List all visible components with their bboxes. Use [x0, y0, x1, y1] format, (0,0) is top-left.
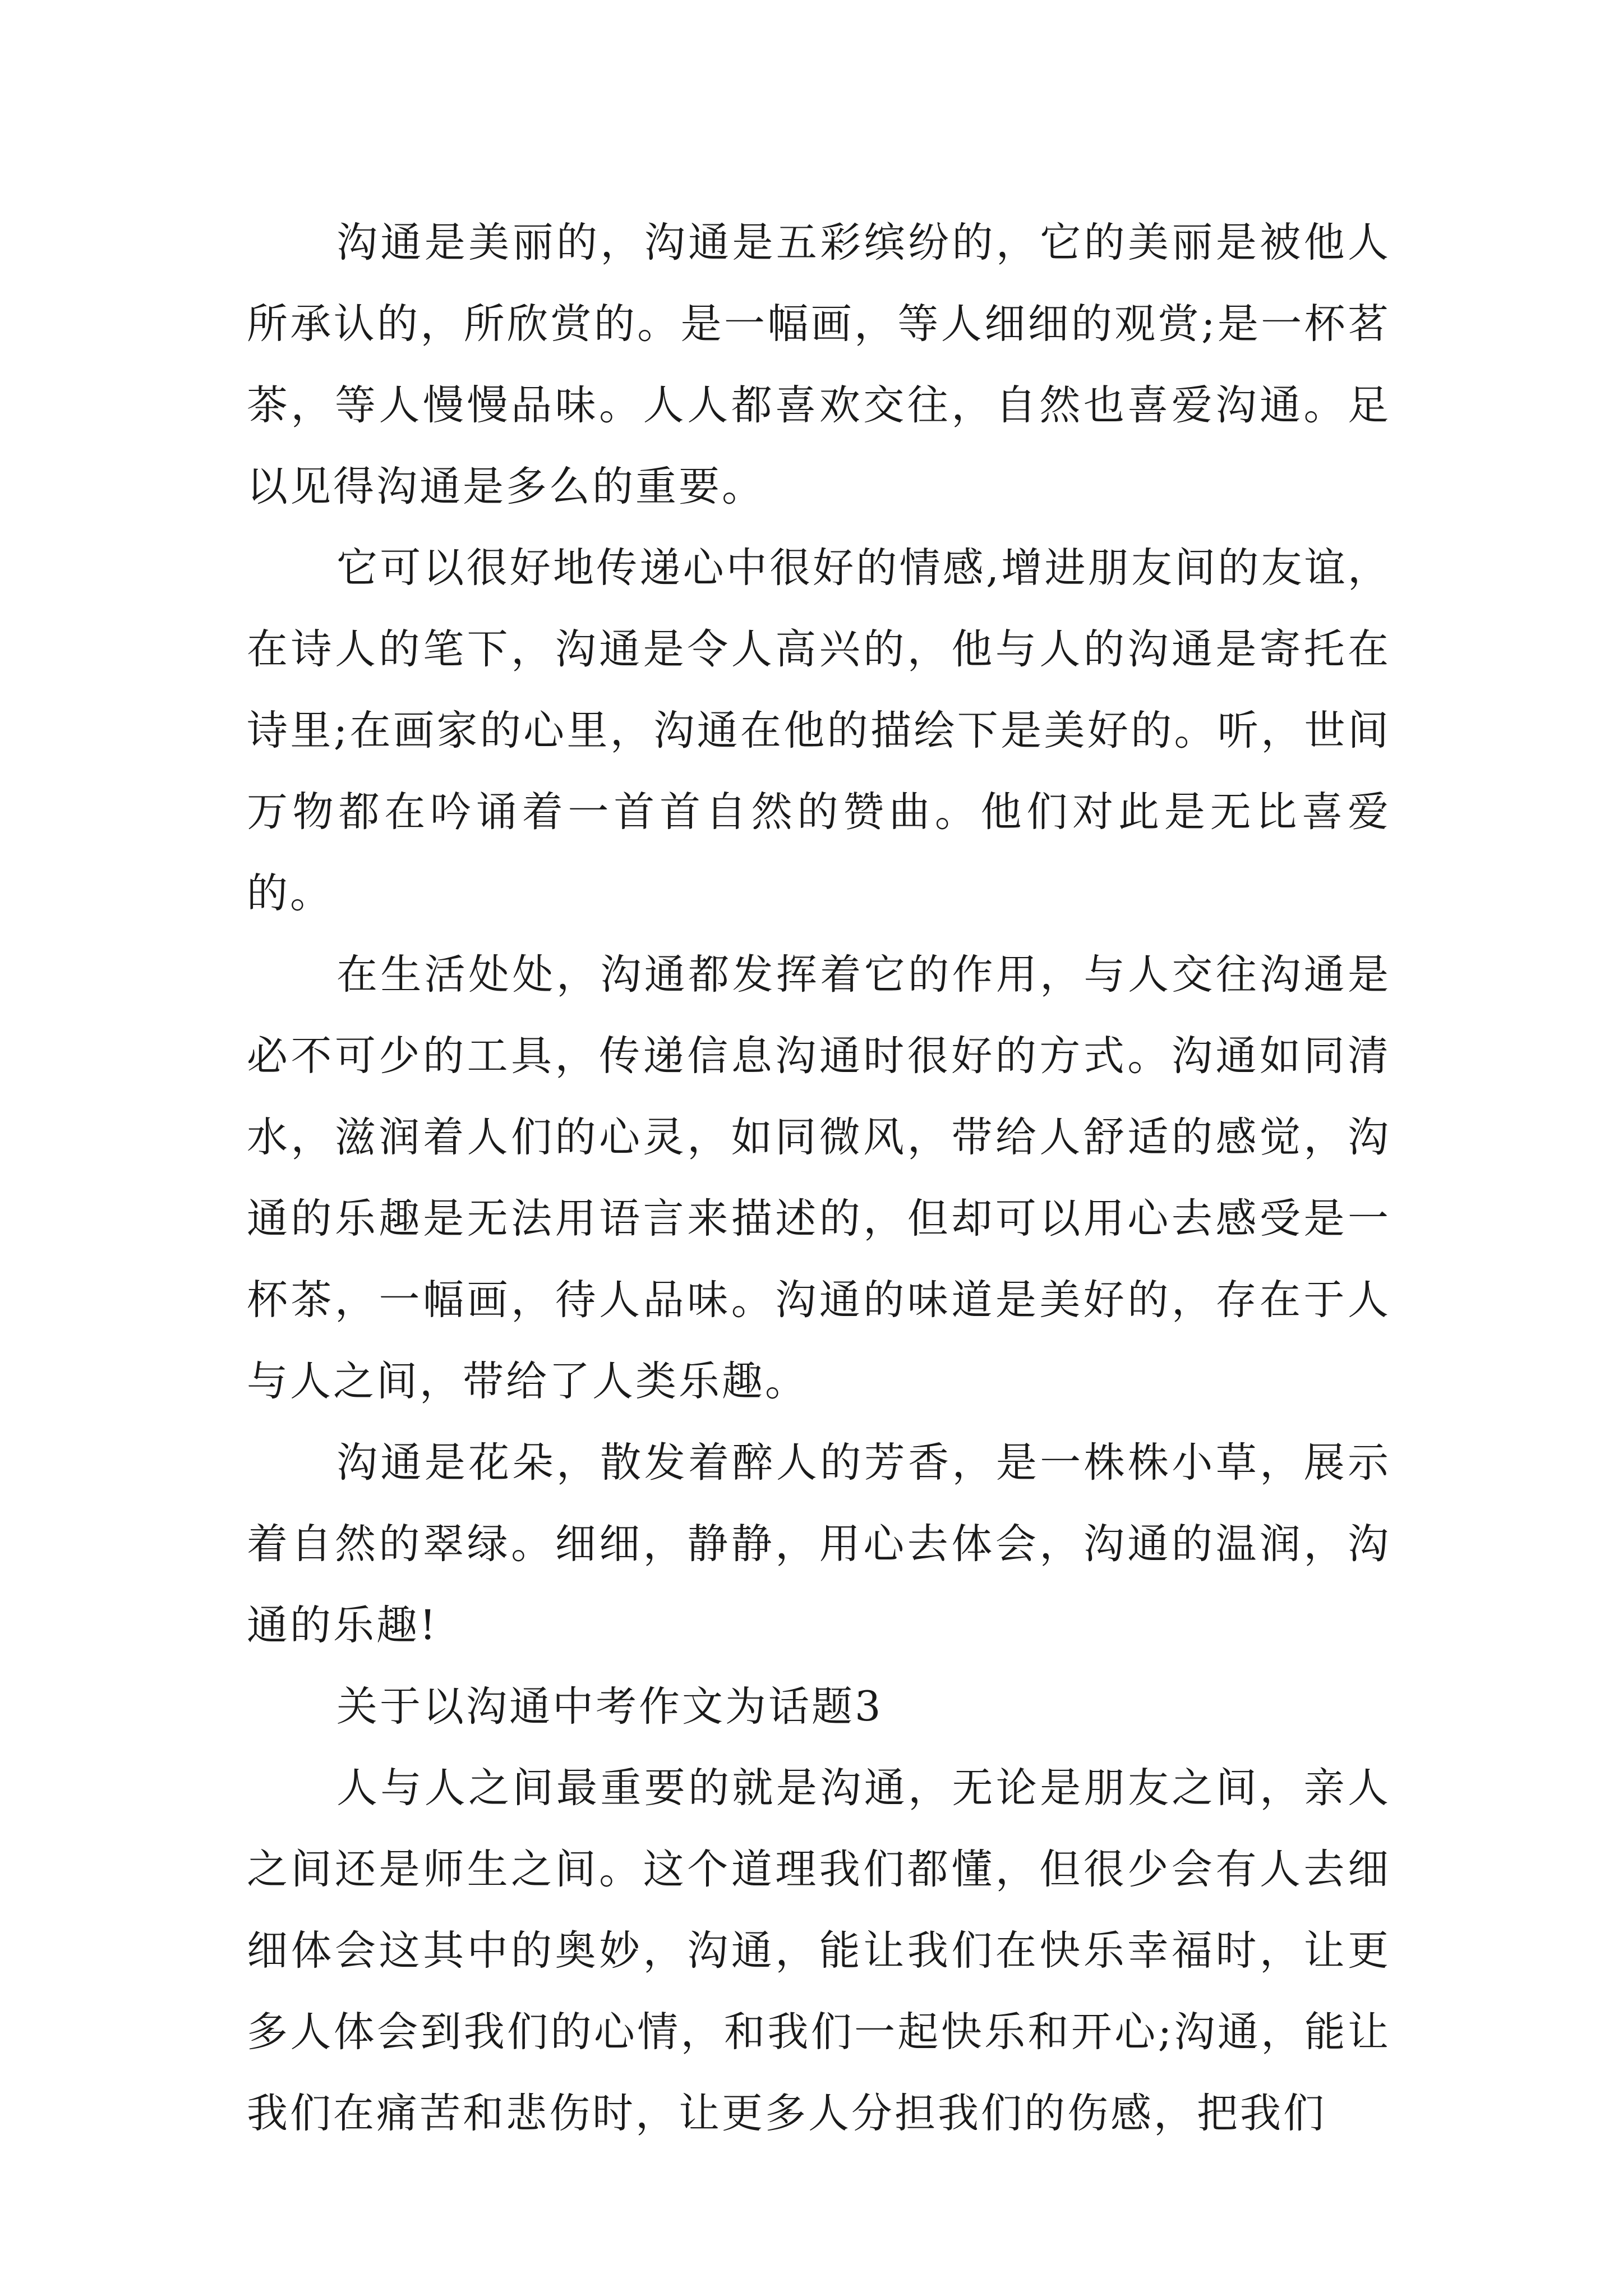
document-body [247, 202, 1391, 2154]
paragraph-5: 人与人之间最重要的就是沟通，无论是朋友之间，亲人之间还是师生之间。这个道理我们都懂，但很少会有人去细细体会这其中的奥妙，沟通，能让我们在快乐幸福时，让更多人体会到我们的心情，和我们一起快乐和开心;沟通，能让我们在痛苦和悲伤时，让更多人分担我们的伤感，把我们 [247, 1764, 1391, 2137]
paragraph-4: 沟通是花朵，散发着醉人的芳香，是一株株小草，展示着自然的翠绿。细细，静静，用心去体会，沟通的温润，沟通的乐趣! [247, 1439, 1391, 1649]
paragraph-1: 沟通是美丽的，沟通是五彩缤纷的，它的美丽是被他人所承认的，所欣赏的。是一幅画，等人细细的观赏;是一杯茗茶，等人慢慢品味。人人都喜欢交往，自然也喜爱沟通。足以见得沟通是多么的重要。 [247, 219, 1391, 510]
section-heading: 关于以沟通中考作文为话题3 [336, 1683, 883, 1731]
paragraph-3: 在生活处处，沟通都发挥着它的作用，与人交往沟通是必不可少的工具，传递信息沟通时很好的方式。沟通如同清水，滋润着人们的心灵，如同微风，带给人舒适的感觉，沟通的乐趣是无法用语言来描述的，但却可以用心去感受是一杯茶，一幅画，待人品味。沟通的味道是美好的，存在于人与人之间，带给了人类乐趣。 [247, 951, 1391, 1405]
paragraph-2: 它可以很好地传递心中很好的情感,增进朋友间的友谊，在诗人的笔下，沟通是令人高兴的，他与人的沟通是寄托在诗里;在画家的心里，沟通在他的描绘下是美好的。听，世间万物都在吟诵着一首首自然的赞曲。他们对此是无比喜爱的。 [247, 544, 1391, 917]
